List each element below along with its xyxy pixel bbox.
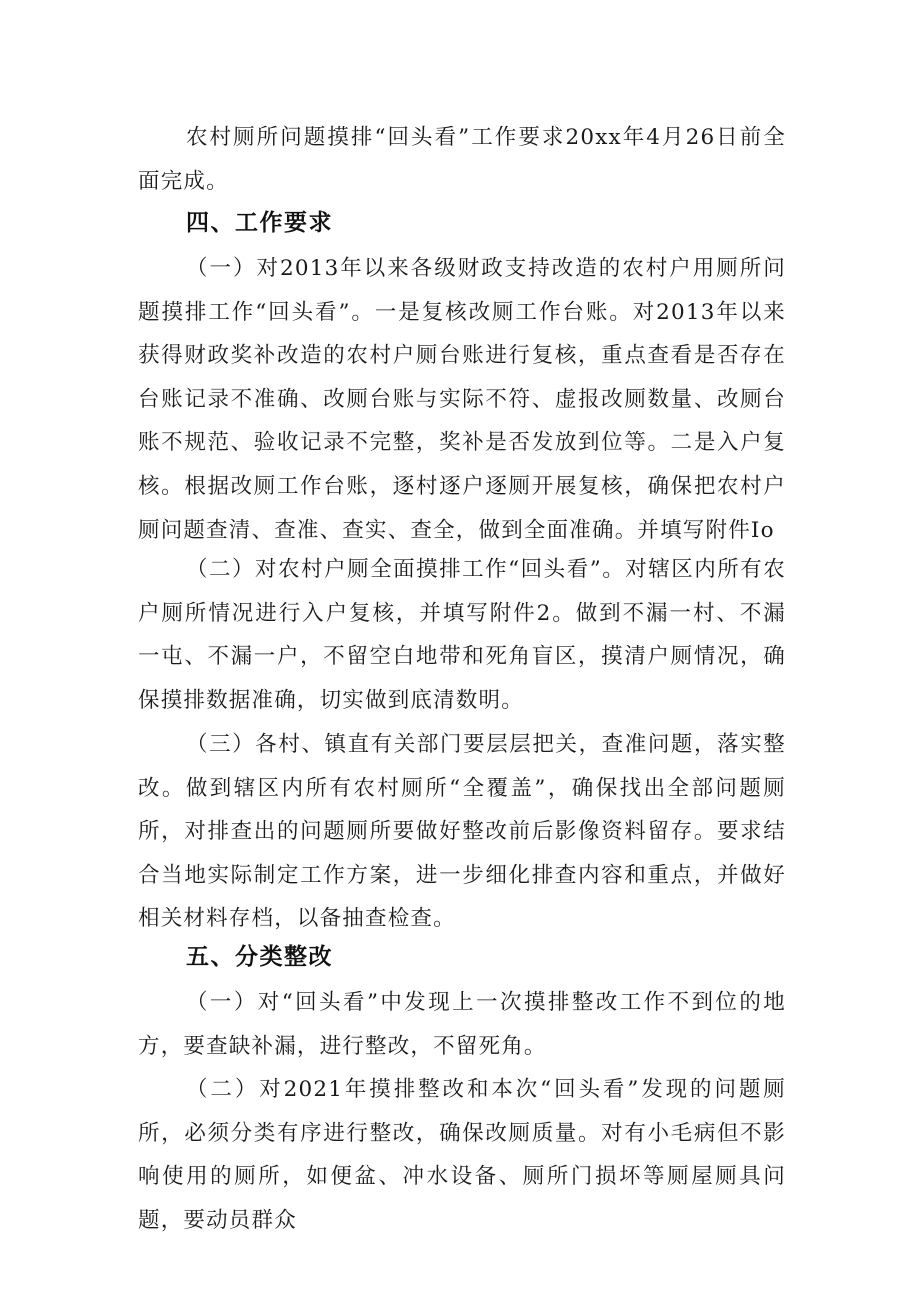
paragraph-requirement-1: （一）对2013年以来各级财政支持改造的农村户用厕所问题摸排工作“回头看”。一是复核改厕工作台账。对2013年以来获得财政奖补改造的农村户厕台账进行复核，重点查看是否存在台账记录不准确、改厕台账与实际不符、虚报改厕数量、改厕台账不规范、验收记录不完整，奖补是否发放到位等。二是入户复核。根据改厕工作台账，逐村逐户逐厕开展复核，确保把农村户厕问题查清、查准、查实、查全，做到全面准确。并填写附件Io [138,256,786,543]
heading-work-requirements: 四、工作要求 [186,210,333,236]
paragraph-intro: 农村厕所问题摸排“回头看”工作要求20xx年4月26日前全面完成。 [138,125,786,194]
paragraph-requirement-2: （二）对农村户厕全面摸排工作“回头看”。对辖区内所有农户厕所情况进行入户复核，并填写附件2。做到不漏一村、不漏一屯、不漏一户，不留空白地带和死角盲区，摸清户厕情况，确保摸排数据准确，切实做到底清数明。 [138,557,786,713]
paragraph-fix-2: （二）对2021年摸排整改和本次“回头看”发现的问题厕所，必须分类有序进行整改，确保改厕质量。对有小毛病但不影响使用的厕所，如便盆、冲水设备、厕所门损坏等厕屋厕具问题，要动员群众 [138,1077,786,1233]
paragraph-fix-1: （一）对“回头看”中发现上一次摸排整改工作不到位的地方，要查缺补漏，进行整改，不留死角。 [138,990,786,1059]
paragraph-requirement-3: （三）各村、镇直有关部门要层层把关，查准问题，落实整改。做到辖区内所有农村厕所“全覆盖”，确保找出全部问题厕所，对排查出的问题厕所要做好整改前后影像资料留存。要求结合当地实际制定工作方案，进一步细化排查内容和重点，并做好相关材料存档，以备抽查检查。 [138,732,786,932]
heading-classified-rectification: 五、分类整改 [186,944,333,970]
